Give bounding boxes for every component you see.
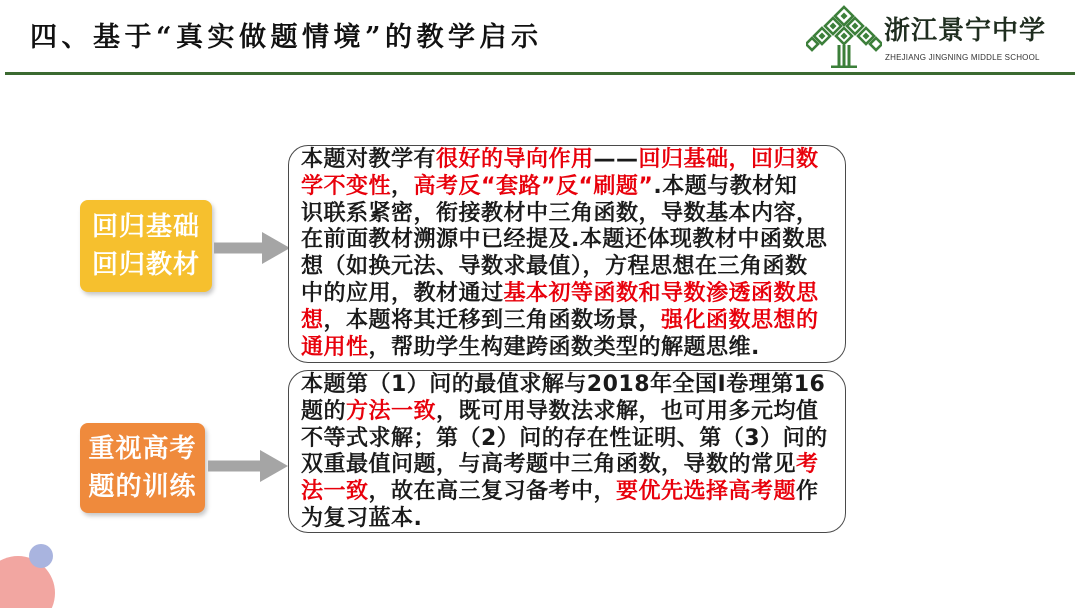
highlighted-text: 要优先选择高考题 <box>616 479 797 505</box>
highlighted-text: 想 <box>301 307 324 333</box>
body-text: ，本题将其迁移到三角函数场景， <box>323 307 662 333</box>
decorative-circles <box>0 538 70 608</box>
body-text: 为复习蓝本. <box>301 505 423 531</box>
body-text: 不等式求解；第（2）问的存在性证明、第（3）问的 <box>301 425 828 451</box>
body-text: 作 <box>796 479 819 505</box>
highlighted-text: 学不变性 <box>301 173 392 199</box>
text-line <box>301 479 837 506</box>
school-logo <box>806 2 1046 70</box>
text-line <box>301 372 837 399</box>
tag-label-line: 回归基础 <box>91 212 200 242</box>
arrow-shape <box>214 232 290 264</box>
body-text: ，帮助学生构建跨函数类型的解题思维. <box>368 334 760 360</box>
body-text: ，故在高三复习备考中， <box>368 479 617 505</box>
body-text: 在前面教材溯源中已经提及.本题还体现教材中函数思 <box>301 227 828 253</box>
text-line <box>301 147 837 174</box>
body-text: —— <box>593 147 639 172</box>
explanation-box-basics <box>288 145 846 363</box>
highlighted-text: 基本初等函数和导数渗透函数思 <box>503 280 819 306</box>
right-arrow-icon <box>208 450 288 482</box>
text-line <box>301 308 837 335</box>
text-line <box>301 174 837 201</box>
highlighted-text: 方法一致 <box>346 398 437 424</box>
highlighted-text: 强化函数思想的 <box>661 307 819 333</box>
tag-exam-training <box>80 423 205 513</box>
school-name-en: ZHEJIANG JINGNING MIDDLE SCHOOL <box>885 53 1040 62</box>
highlighted-text: 考 <box>796 452 819 478</box>
text-line <box>301 506 837 533</box>
text-line <box>301 426 837 453</box>
text-line <box>301 227 837 254</box>
tag-label-line: 重视高考 <box>88 434 197 464</box>
slide-title: 四、基于“真实做题情境”的教学启示 <box>30 22 543 53</box>
school-tree-logo-icon <box>806 4 882 70</box>
text-line <box>301 335 837 362</box>
header-divider <box>5 72 1075 75</box>
highlighted-text: 回归基础，回归数 <box>638 147 819 172</box>
highlighted-text: 很好的导向作用 <box>436 147 594 172</box>
arrow-shape <box>208 450 288 482</box>
right-arrow-icon <box>214 232 290 264</box>
text-line <box>301 254 837 281</box>
highlighted-text: 高考反“套路”反“刷题” <box>413 173 654 199</box>
tag-back-to-basics <box>80 200 212 292</box>
tag-label-line: 回归教材 <box>91 250 200 280</box>
school-name-cn: 浙江景宁中学 <box>884 16 1047 46</box>
highlighted-text: 法一致 <box>301 479 369 505</box>
body-text: ，既可用导数法求解，也可用多元均值 <box>436 398 819 424</box>
body-text: 双重最值问题，与高考题中三角函数，导数的常见 <box>301 452 797 478</box>
highlighted-text: 通用性 <box>301 334 369 360</box>
blue-circle-decoration <box>29 544 53 568</box>
body-text: 识联系紧密，衔接教材中三角函数，导数基本内容， <box>301 200 819 226</box>
text-line <box>301 452 837 479</box>
body-text: 中的应用，教材通过 <box>301 280 504 306</box>
text-line <box>301 399 837 426</box>
explanation-box-exam <box>288 370 846 533</box>
body-text: 想（如换元法、导数求最值），方程思想在三角函数 <box>301 254 808 280</box>
body-text: 本题对教学有 <box>301 147 437 172</box>
body-text: ， <box>391 173 414 199</box>
body-text: .本题与教材知 <box>653 173 798 199</box>
body-text: 本题第（1）问的最值求解与2018年全国Ⅰ卷理第16 <box>301 372 826 397</box>
tag-label-line: 题的训练 <box>88 472 197 502</box>
body-text: 题的 <box>301 398 347 424</box>
text-line <box>301 201 837 228</box>
text-line <box>301 281 837 308</box>
